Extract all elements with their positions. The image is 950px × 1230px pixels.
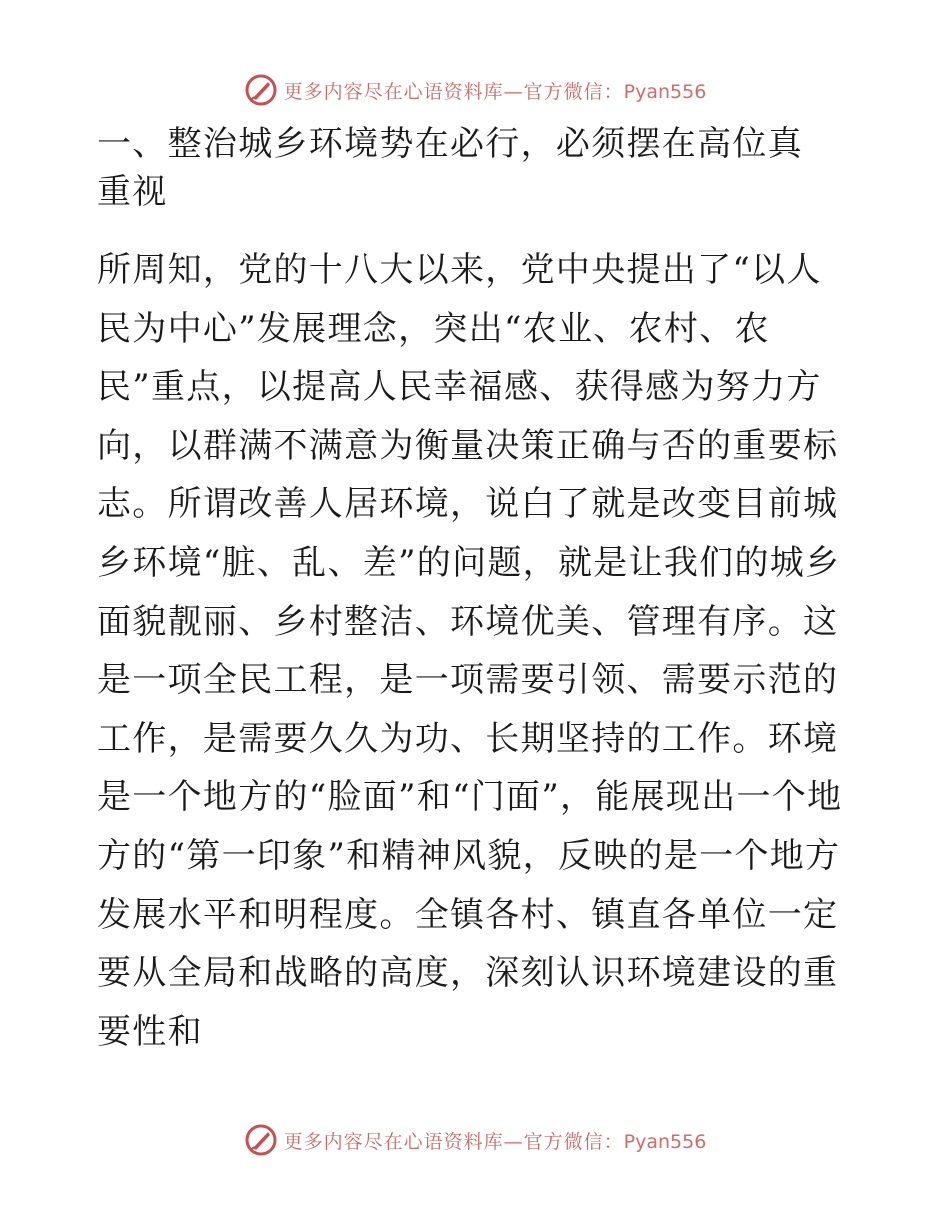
- header-watermark-banner: [0, 70, 950, 110]
- footer-watermark-id: Pyan556: [623, 1130, 707, 1153]
- footer-watermark-banner: [0, 1120, 950, 1160]
- header-watermark-id: Pyan556: [623, 80, 707, 103]
- document-body: [97, 120, 857, 1061]
- footer-watermark-text: 更多内容尽在心语资料库—官方微信：Pyan556: [283, 1130, 707, 1153]
- quill-logo-icon: [244, 73, 278, 107]
- section-heading: 一、整治城乡环境势在必行，必须摆在高位真重视: [97, 124, 803, 212]
- quill-logo-icon: [244, 1123, 278, 1157]
- body-paragraph: 所周知，党的十八大以来，党中央提出了“以人民为中心”发展理念，突出“农业、农村、农民”重点，以提高人民幸福感、获得感为努力方向，以群满不满意为衡量决策正确与否的重要标志。所谓改善人居环境，说白了就是改变目前城乡环境“脏、乱、差”的问题，就是让我们的城乡面貌靓丽、乡村整洁、环境优美、管理有序。这是一项全民工程，是一项需要引领、需要示范的工作，是需要久久为功、长期坚持的工作。环境是一个地方的“脸面”和“门面”，能展现出一个地方的“第一印象”和精神风貌，反映的是一个地方发展水平和明程度。全镇各村、镇直各单位一定要从全局和战略的高度，深刻认识环境建设的重要性和: [97, 250, 843, 1052]
- header-watermark-text: 更多内容尽在心语资料库—官方微信：Pyan556: [283, 80, 707, 103]
